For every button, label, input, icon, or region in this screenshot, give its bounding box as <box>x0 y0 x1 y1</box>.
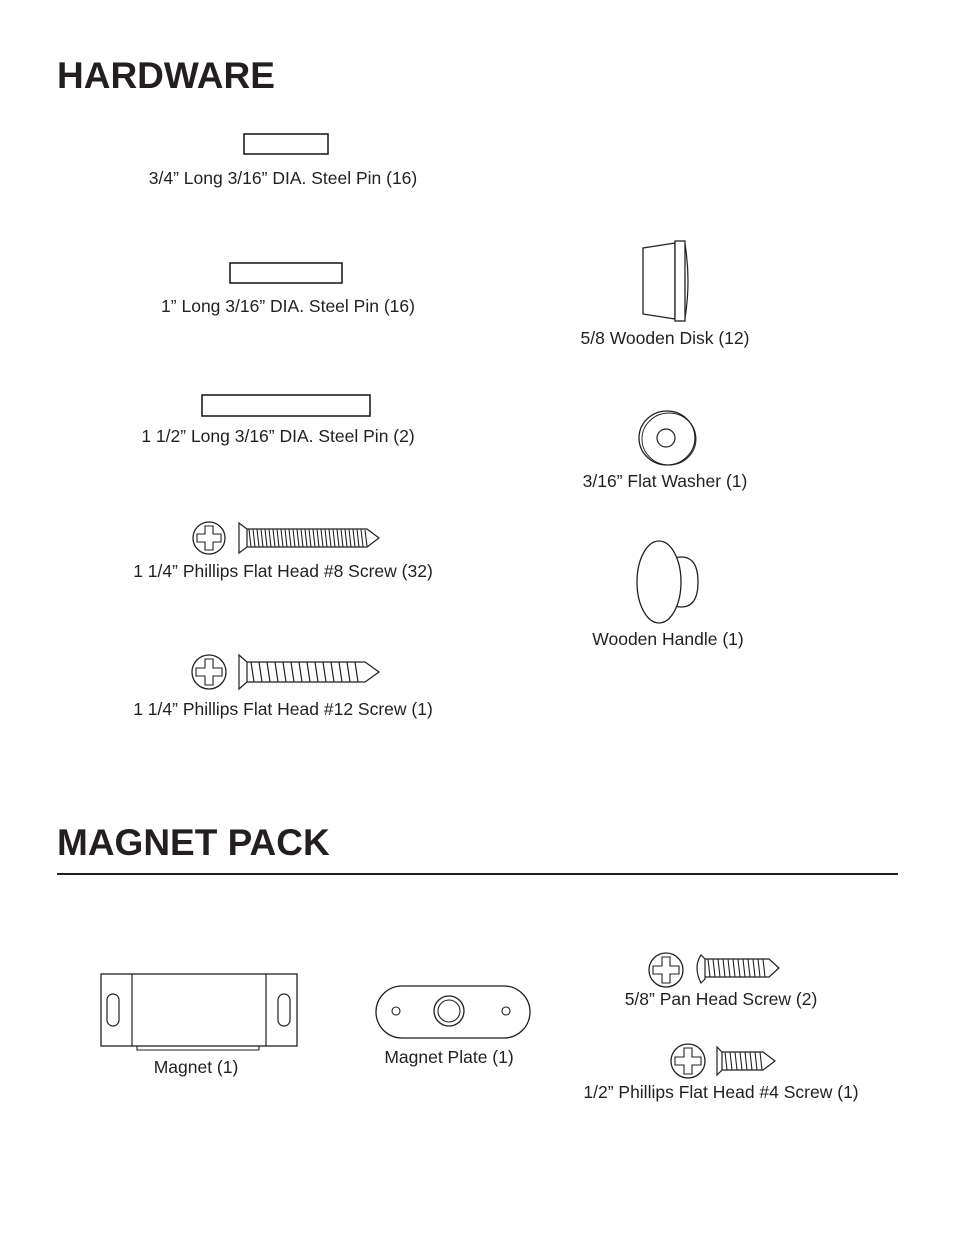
flat-head-12-screw-label: 1 1/4” Phillips Flat Head #12 Screw (1) <box>133 699 433 719</box>
wooden-handle-label: Wooden Handle (1) <box>592 629 744 649</box>
section-divider <box>57 873 898 875</box>
flat-head-4-screw-illustration <box>669 1042 779 1080</box>
pan-head-screw-illustration <box>647 951 783 989</box>
magnet-pack-heading: MAGNET PACK <box>57 822 330 863</box>
wooden-handle-illustration <box>636 540 702 625</box>
steel-pin-1-1-2-illustration <box>201 394 371 417</box>
flat-washer-label: 3/16” Flat Washer (1) <box>582 471 748 491</box>
phillips-head-icon <box>193 522 225 554</box>
steel-pin-3-4-label: 3/4” Long 3/16” DIA. Steel Pin (16) <box>148 168 418 188</box>
hardware-heading: HARDWARE <box>57 55 275 96</box>
magnet-plate-label: Magnet Plate (1) <box>384 1047 514 1067</box>
magnet-plate-illustration <box>374 984 532 1040</box>
steel-pin-1-1-2-label: 1 1/2” Long 3/16” DIA. Steel Pin (2) <box>141 426 415 446</box>
wooden-disk-illustration <box>640 240 692 322</box>
pan-head-screw-label: 5/8” Pan Head Screw (2) <box>624 989 818 1009</box>
flat-head-12-screw-illustration <box>191 653 383 691</box>
flat-head-8-screw-illustration <box>191 520 383 556</box>
phillips-head-icon <box>649 953 683 987</box>
magnet-illustration <box>99 972 299 1054</box>
steel-pin-3-4-illustration <box>243 133 329 155</box>
flat-washer-illustration <box>638 410 698 468</box>
steel-pin-1-label: 1” Long 3/16” DIA. Steel Pin (16) <box>161 296 415 316</box>
wooden-disk-label: 5/8 Wooden Disk (12) <box>580 328 750 348</box>
steel-pin-1-illustration <box>229 262 343 284</box>
flat-head-4-screw-label: 1/2” Phillips Flat Head #4 Screw (1) <box>583 1082 859 1102</box>
phillips-head-icon <box>671 1044 705 1078</box>
flat-head-8-screw-label: 1 1/4” Phillips Flat Head #8 Screw (32) <box>133 561 433 581</box>
phillips-head-icon <box>192 655 226 689</box>
magnet-label: Magnet (1) <box>153 1057 239 1077</box>
